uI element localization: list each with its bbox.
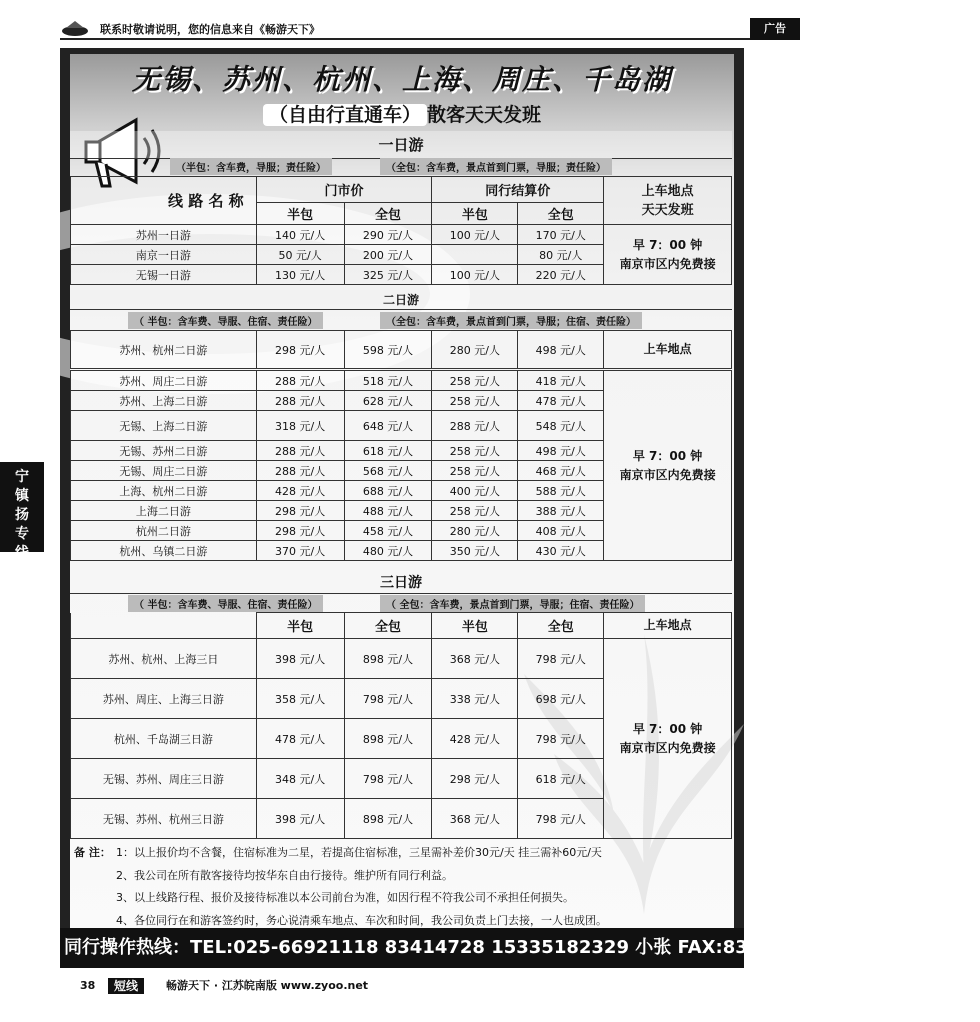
col-pickup-label: 上车地点 xyxy=(641,183,694,199)
col-trade-half: 半包 xyxy=(432,203,518,225)
price-cell: 418 元/人 xyxy=(518,371,604,391)
side-tab xyxy=(0,462,44,561)
route-name: 无锡、苏州二日游 xyxy=(71,441,257,461)
price-cell: 798 元/人 xyxy=(344,759,432,799)
table-row xyxy=(71,331,732,369)
price-cell: 480 元/人 xyxy=(344,541,432,561)
price-cell: 288 元/人 xyxy=(256,391,344,411)
hotline-text: 同行操作热线：TEL:025-66921118 83414728 15335182329 小张 FAX:83467448 QQ:942092648 xyxy=(64,937,980,958)
price-cell: 288 元/人 xyxy=(432,411,518,441)
price-cell: 458 元/人 xyxy=(344,521,432,541)
page-number: 38 xyxy=(80,979,96,992)
price-cell: 388 元/人 xyxy=(518,501,604,521)
price-cell: 548 元/人 xyxy=(518,411,604,441)
pickup-time: 早 7：00 钟 xyxy=(632,448,703,463)
route-name: 杭州、乌镇二日游 xyxy=(71,541,257,561)
pickup-place: 南京市区内免费接 xyxy=(619,467,716,482)
price-cell: 130 元/人 xyxy=(256,265,344,285)
day2-cond-half: （ 半包：含车费、导服、住宿、责任险） xyxy=(128,312,323,329)
price-cell: 898 元/人 xyxy=(344,639,432,679)
price-cell: 80 元/人 xyxy=(518,245,604,265)
price-cell: 478 元/人 xyxy=(518,391,604,411)
col-pickup xyxy=(604,177,732,225)
route-name: 上海二日游 xyxy=(71,501,257,521)
note-text: 1：以上报价均不含餐，住宿标准为二星，若提高住宿标准，三星需补差价30元/天 挂三需补60元/天 xyxy=(116,846,602,859)
table-row xyxy=(71,371,732,391)
col-trade-full: 全包 xyxy=(518,613,604,639)
day1-cond-half: （半包：含车费，导服；责任险） xyxy=(170,158,332,175)
route-name: 苏州、周庄、上海三日游 xyxy=(71,679,257,719)
pickup-time: 早 7：00 钟 xyxy=(632,237,703,252)
price-cell: 350 元/人 xyxy=(432,541,518,561)
day3-cond-full: （ 全包：含车费，景点首到门票，导服；住宿、责任险） xyxy=(380,595,645,612)
price-cell: 100 元/人 xyxy=(432,225,518,245)
price-cell xyxy=(432,245,518,265)
price-cell: 280 元/人 xyxy=(432,331,518,369)
price-cell: 398 元/人 xyxy=(256,799,344,839)
price-cell: 518 元/人 xyxy=(344,371,432,391)
col-retail-half: 半包 xyxy=(256,613,344,639)
price-cell: 338 元/人 xyxy=(432,679,518,719)
table-row xyxy=(71,225,732,245)
price-cell: 628 元/人 xyxy=(344,391,432,411)
col-retail-full: 全包 xyxy=(344,613,432,639)
price-cell: 318 元/人 xyxy=(256,411,344,441)
route-name: 无锡一日游 xyxy=(71,265,257,285)
price-cell: 370 元/人 xyxy=(256,541,344,561)
price-cell: 258 元/人 xyxy=(432,501,518,521)
page-title: 无锡、苏州、杭州、上海、周庄、千岛湖 xyxy=(131,63,672,96)
price-cell: 258 元/人 xyxy=(432,391,518,411)
day2-cond-full: （全包：含车费，景点首到门票，导服；住宿、责任险） xyxy=(380,312,642,329)
ad-badge: 广告 xyxy=(750,18,800,40)
day3-table xyxy=(70,612,732,839)
day2-header xyxy=(70,290,732,310)
price-cell: 498 元/人 xyxy=(518,441,604,461)
route-name: 杭州二日游 xyxy=(71,521,257,541)
price-cell: 798 元/人 xyxy=(344,679,432,719)
day2-table xyxy=(70,330,732,369)
hotline-bar xyxy=(60,928,980,968)
header-bar xyxy=(60,18,800,40)
price-cell: 258 元/人 xyxy=(432,371,518,391)
col-retail: 门市价 xyxy=(256,177,432,203)
price-cell: 220 元/人 xyxy=(518,265,604,285)
pickup-time: 早 7：00 钟 xyxy=(632,721,703,736)
short-badge: 短线 xyxy=(108,978,144,994)
price-cell: 428 元/人 xyxy=(256,481,344,501)
price-cell: 200 元/人 xyxy=(344,245,432,265)
price-cell: 898 元/人 xyxy=(344,799,432,839)
price-cell: 400 元/人 xyxy=(432,481,518,501)
price-cell: 588 元/人 xyxy=(518,481,604,501)
route-name: 无锡、上海二日游 xyxy=(71,411,257,441)
price-cell: 618 元/人 xyxy=(518,759,604,799)
notes xyxy=(72,842,732,932)
day2-pickup-label: 上车地点 xyxy=(604,331,732,369)
price-cell: 898 元/人 xyxy=(344,719,432,759)
price-cell: 368 元/人 xyxy=(432,639,518,679)
price-cell: 798 元/人 xyxy=(518,719,604,759)
side-tab-label: 宁镇扬专线 xyxy=(15,469,29,561)
route-name: 苏州、周庄二日游 xyxy=(71,371,257,391)
price-cell: 408 元/人 xyxy=(518,521,604,541)
price-cell: 498 元/人 xyxy=(518,331,604,369)
price-cell: 348 元/人 xyxy=(256,759,344,799)
price-cell: 288 元/人 xyxy=(256,461,344,481)
pickup-place: 南京市区内免费接 xyxy=(619,740,716,755)
route-name: 苏州、上海二日游 xyxy=(71,391,257,411)
price-cell: 100 元/人 xyxy=(432,265,518,285)
pickup-place: 南京市区内免费接 xyxy=(619,256,716,271)
route-name: 无锡、周庄二日游 xyxy=(71,461,257,481)
col-trade: 同行结算价 xyxy=(432,177,604,203)
publication: 畅游天下 · 江苏皖南版 www.zyoo.net xyxy=(166,979,369,992)
note-item: 4、各位同行在和游客签约时，务心说清乘车地点、车次和时间，我公司负责上门去接，一人也成团。 xyxy=(116,913,607,927)
route-name: 无锡、苏州、杭州三日游 xyxy=(71,799,257,839)
day2-heading: 二日游 xyxy=(382,293,419,307)
route-name: 苏州、杭州、上海三日 xyxy=(71,639,257,679)
price-cell: 398 元/人 xyxy=(256,639,344,679)
header-notice: 联系时敬请说明，您的信息来自《畅游天下》 xyxy=(100,23,320,36)
price-cell: 568 元/人 xyxy=(344,461,432,481)
day3-blank-header xyxy=(71,613,257,639)
route-name: 苏州、杭州二日游 xyxy=(71,331,257,369)
col-retail-half: 半包 xyxy=(256,203,344,225)
day1-header xyxy=(70,131,732,159)
price-cell: 280 元/人 xyxy=(432,521,518,541)
price-cell: 368 元/人 xyxy=(432,799,518,839)
price-cell: 488 元/人 xyxy=(344,501,432,521)
price-cell: 288 元/人 xyxy=(256,441,344,461)
day3-header xyxy=(70,572,732,594)
price-cell: 325 元/人 xyxy=(344,265,432,285)
price-cell: 430 元/人 xyxy=(518,541,604,561)
price-cell: 688 元/人 xyxy=(344,481,432,501)
price-cell: 298 元/人 xyxy=(256,501,344,521)
price-cell: 478 元/人 xyxy=(256,719,344,759)
price-cell: 468 元/人 xyxy=(518,461,604,481)
day3-pickup xyxy=(604,639,732,839)
price-cell: 648 元/人 xyxy=(344,411,432,441)
price-cell: 798 元/人 xyxy=(518,639,604,679)
day2-table-body xyxy=(70,370,732,561)
price-cell: 140 元/人 xyxy=(256,225,344,245)
day2-pickup xyxy=(604,371,732,561)
price-cell: 258 元/人 xyxy=(432,441,518,461)
subtitle-pill: （自由行直通车） xyxy=(263,104,427,126)
price-cell: 598 元/人 xyxy=(344,331,432,369)
note-item: 2、我公司在所有散客接待均按华东自由行接待。维护所有同行利益。 xyxy=(116,868,453,882)
day3-cond-half: （ 半包：含车费、导服、住宿、责任险） xyxy=(128,595,323,612)
route-name: 南京一日游 xyxy=(71,245,257,265)
price-cell: 428 元/人 xyxy=(432,719,518,759)
col-route: 线 路 名 称 xyxy=(71,177,257,225)
footer xyxy=(60,974,800,998)
day1-heading: 一日游 xyxy=(378,136,424,154)
price-cell: 298 元/人 xyxy=(256,331,344,369)
route-name: 苏州一日游 xyxy=(71,225,257,245)
price-cell: 618 元/人 xyxy=(344,441,432,461)
day1-pickup xyxy=(604,225,732,285)
col-trade-half: 半包 xyxy=(432,613,518,639)
col-trade-full: 全包 xyxy=(518,203,604,225)
logo-icon xyxy=(60,18,90,38)
price-cell: 698 元/人 xyxy=(518,679,604,719)
route-name: 无锡、苏州、周庄三日游 xyxy=(71,759,257,799)
price-cell: 258 元/人 xyxy=(432,461,518,481)
price-cell: 358 元/人 xyxy=(256,679,344,719)
note-item: 3、以上线路行程、报价及接待标准以本公司前台为准，如因行程不符我公司不承担任何损失。 xyxy=(116,891,574,904)
day3-heading: 三日游 xyxy=(380,575,422,591)
price-cell: 288 元/人 xyxy=(256,371,344,391)
notes-tag: 备 注： xyxy=(74,846,111,859)
price-cell: 298 元/人 xyxy=(432,759,518,799)
price-cell: 170 元/人 xyxy=(518,225,604,245)
price-cell: 50 元/人 xyxy=(256,245,344,265)
day1-cond-full: （全包：含车费，景点首到门票，导服；责任险） xyxy=(380,158,612,175)
subtitle-rest: 散客天天发班 xyxy=(427,104,542,126)
price-cell: 298 元/人 xyxy=(256,521,344,541)
route-name: 上海、杭州二日游 xyxy=(71,481,257,501)
route-name: 杭州、千岛湖三日游 xyxy=(71,719,257,759)
day1-table xyxy=(70,176,732,285)
price-cell: 290 元/人 xyxy=(344,225,432,245)
note-item xyxy=(72,842,732,865)
col-pickup-daily: 天天发班 xyxy=(641,202,694,218)
day3-pickup-label: 上车地点 xyxy=(604,613,732,639)
col-retail-full: 全包 xyxy=(344,203,432,225)
price-cell: 798 元/人 xyxy=(518,799,604,839)
table-row xyxy=(71,639,732,679)
